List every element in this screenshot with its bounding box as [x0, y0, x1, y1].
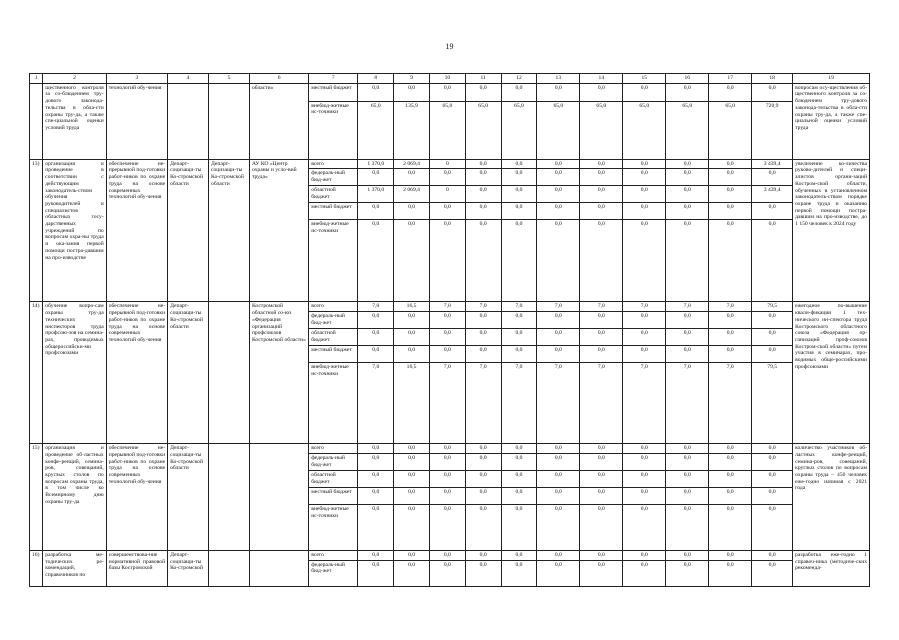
- funding-value-col-12: 0,0: [501, 346, 537, 363]
- funding-value-col-11: 0,0: [465, 444, 501, 454]
- column-header-6: 6: [249, 74, 308, 84]
- table-body: [30, 83, 870, 586]
- funding-value-col-15: 0,0: [623, 504, 666, 550]
- funding-value-col-17: 0,0: [709, 453, 752, 470]
- funding-value-col-14: 7,0: [580, 363, 623, 444]
- funding-value-col-10: 0,0: [429, 487, 465, 504]
- funding-value-col-14: 0,0: [580, 159, 623, 169]
- funding-value-col-15: 0,0: [623, 312, 666, 329]
- funding-value-col-17: 0,0: [709, 560, 752, 586]
- responsible-executor: Департ-социзащи-ты Ко-стромской области: [168, 444, 209, 551]
- funding-value-col-12: 7,0: [501, 302, 537, 312]
- funding-value-col-9: 135,9: [394, 101, 430, 159]
- participant: Костромской областной со-юз «Федерация организаций профсоюзов Костромской области»: [249, 302, 308, 444]
- funding-source: федераль-ный бюд-жет: [309, 169, 358, 186]
- expected-result: вопросам осу-ществления об-щественного контроля за со-блюдением тру-дового законода-тельства в обла-сти охраны тру-да, а также спе-циальной оценки условий труда: [793, 83, 870, 159]
- column-header-19: 19: [793, 74, 870, 84]
- funding-source: всего: [309, 550, 358, 560]
- funding-value-col-8: 0,0: [358, 329, 394, 346]
- funding-value-col-11: 0,0: [465, 203, 501, 220]
- funding-value-col-16: 0,0: [666, 346, 709, 363]
- event-task: обеспечение не-прерывной под-готовки работ-ников по охране труда на основе современных технологий обу-чения: [106, 302, 167, 444]
- funding-value-col-9: 2 069,4: [394, 159, 430, 169]
- funding-value-col-16: 0,0: [666, 550, 709, 560]
- funding-value-col-16: 0,0: [666, 444, 709, 454]
- funding-value-col-9: 0,0: [394, 220, 430, 302]
- funding-value-col-8: 0,0: [358, 453, 394, 470]
- funding-value-col-9: 0,0: [394, 346, 430, 363]
- funding-value-col-16: 0,0: [666, 220, 709, 302]
- funding-value-col-9: 16,5: [394, 302, 430, 312]
- funding-value-col-15: 0,0: [623, 346, 666, 363]
- funding-value-col-14: 0,0: [580, 169, 623, 186]
- table-row: [30, 550, 870, 560]
- funding-value-col-11: 0,0: [465, 169, 501, 186]
- funding-value-col-12: 0,0: [501, 560, 537, 586]
- funding-source: внебюд-жетные ис-точники: [309, 504, 358, 550]
- funding-value-col-14: 0,0: [580, 346, 623, 363]
- funding-value-col-10: 0,0: [429, 444, 465, 454]
- funding-value-col-16: 0,0: [666, 203, 709, 220]
- responsible-executor: [168, 83, 209, 159]
- column-header-16: 16: [666, 74, 709, 84]
- funding-value-col-12: 0,0: [501, 169, 537, 186]
- funding-value-col-11: 0,0: [465, 504, 501, 550]
- funding-value-col-18: 0,0: [752, 83, 793, 101]
- funding-value-col-14: 0,0: [580, 329, 623, 346]
- funding-value-col-18: 0,0: [752, 444, 793, 454]
- funding-value-col-11: 0,0: [465, 470, 501, 487]
- table-row: [30, 444, 870, 454]
- funding-value-col-9: 0,0: [394, 444, 430, 454]
- funding-source: всего: [309, 444, 358, 454]
- funding-value-col-9: 0,0: [394, 329, 430, 346]
- funding-value-col-9: 0,0: [394, 203, 430, 220]
- funding-value-col-18: 0,0: [752, 453, 793, 470]
- funding-source: областной бюджет: [309, 470, 358, 487]
- column-header-1: 1: [30, 74, 43, 84]
- funding-value-col-10: 0,0: [429, 220, 465, 302]
- funding-value-col-11: 65,0: [465, 101, 501, 159]
- funding-value-col-11: 0,0: [465, 453, 501, 470]
- funding-value-col-12: 7,0: [501, 363, 537, 444]
- event-name: обучение вопро-сам охраны тру-да технических инспекторов труда профсою-зов на семина-рах, проводимых общероссийски-ми профсоюзами: [43, 302, 106, 444]
- funding-value-col-12: 0,0: [501, 444, 537, 454]
- funding-value-col-15: 0,0: [623, 487, 666, 504]
- funding-value-col-12: 0,0: [501, 83, 537, 101]
- funding-value-col-17: 0,0: [709, 504, 752, 550]
- funding-value-col-11: 0,0: [465, 329, 501, 346]
- funding-value-col-13: 0,0: [537, 83, 580, 101]
- funding-value-col-14: 0,0: [580, 453, 623, 470]
- funding-value-col-13: 65,0: [537, 101, 580, 159]
- funding-value-col-13: 7,0: [537, 302, 580, 312]
- funding-value-col-15: 7,0: [623, 302, 666, 312]
- funding-value-col-11: 0,0: [465, 346, 501, 363]
- funding-value-col-9: 0,0: [394, 504, 430, 550]
- funding-value-col-9: 0,0: [394, 550, 430, 560]
- funding-value-col-10: 7,0: [429, 363, 465, 444]
- table-row: [30, 302, 870, 312]
- responsible-executor: Департ-социзащи-ты Ко-стромской области: [168, 302, 209, 444]
- funding-value-col-9: 0,0: [394, 169, 430, 186]
- funding-value-col-18: 0,0: [752, 504, 793, 550]
- funding-value-col-16: 0,0: [666, 83, 709, 101]
- funding-value-col-8: 0,0: [358, 169, 394, 186]
- table-row: [30, 159, 870, 169]
- funding-value-col-18: 0,0: [752, 487, 793, 504]
- column-header-17: 17: [709, 74, 752, 84]
- funding-value-col-10: 0,0: [429, 550, 465, 560]
- funding-value-col-13: 0,0: [537, 220, 580, 302]
- funding-value-col-8: 0,0: [358, 312, 394, 329]
- funding-value-col-8: 0,0: [358, 83, 394, 101]
- event-number: 16): [30, 550, 43, 586]
- funding-value-col-16: 0,0: [666, 487, 709, 504]
- funding-value-col-8: 0,0: [358, 560, 394, 586]
- event-task: технологий обу-чения: [106, 83, 167, 159]
- table-row: [30, 83, 870, 101]
- funding-value-col-13: 0,0: [537, 560, 580, 586]
- participant: области»: [249, 83, 308, 159]
- column-header-9: 9: [394, 74, 430, 84]
- event-task: обеспечение не-прерывной под-готовки работ-ников по охране труда на основе современных технологий обу-чения: [106, 444, 167, 551]
- event-name: щественного контроля за со-блюдением тру-дового законода-тельства в обла-сти охраны тру-да, а также спе-циальной оценки условий труда: [43, 83, 106, 159]
- co-executor: [209, 550, 250, 586]
- funding-value-col-15: 0,0: [623, 560, 666, 586]
- co-executor: [209, 444, 250, 551]
- funding-value-col-9: 0,0: [394, 487, 430, 504]
- event-number: 14): [30, 302, 43, 444]
- funding-value-col-9: 2 069,4: [394, 186, 430, 203]
- funding-value-col-12: 0,0: [501, 329, 537, 346]
- funding-value-col-10: 0,0: [429, 83, 465, 101]
- funding-value-col-10: 0,0: [429, 169, 465, 186]
- funding-value-col-13: 0,0: [537, 186, 580, 203]
- funding-source: местный бюджет: [309, 203, 358, 220]
- funding-value-col-10: 0: [429, 186, 465, 203]
- column-header-3: 3: [106, 74, 167, 84]
- funding-value-col-12: 65,0: [501, 101, 537, 159]
- funding-value-col-18: 3 439,4: [752, 186, 793, 203]
- funding-value-col-11: 0,0: [465, 186, 501, 203]
- funding-value-col-9: 0,0: [394, 470, 430, 487]
- funding-value-col-12: 0,0: [501, 159, 537, 169]
- funding-value-col-16: 0,0: [666, 560, 709, 586]
- event-name: разработка ме-тодических ре-комендаций, справочников по: [43, 550, 106, 586]
- column-header-7: 7: [309, 74, 358, 84]
- funding-value-col-8: 0,0: [358, 504, 394, 550]
- funding-value-col-18: 0,0: [752, 312, 793, 329]
- funding-value-col-10: 0,0: [429, 312, 465, 329]
- funding-value-col-18: 0,0: [752, 329, 793, 346]
- funding-value-col-14: 0,0: [580, 203, 623, 220]
- funding-value-col-8: 0,0: [358, 470, 394, 487]
- funding-source: всего: [309, 302, 358, 312]
- column-header-row: [30, 74, 870, 84]
- funding-value-col-15: 0,0: [623, 83, 666, 101]
- expected-result: увеличение ко-личества руково-дителей и специ-алистов органи-заций Костром-ской области, обученных в установленном законодатель-ством порядке охране труда и оказанию первой помощи постра-давшим на про-изводстве, до 1 150 человек к 2024 году: [793, 159, 870, 302]
- funding-value-col-15: 65,0: [623, 101, 666, 159]
- event-number: 15): [30, 444, 43, 551]
- funding-value-col-9: 0,0: [394, 453, 430, 470]
- funding-value-col-11: 7,0: [465, 363, 501, 444]
- expected-result: разработка еже-годно 1 справоч-ника (методиче-ских рекоменда-: [793, 550, 870, 586]
- funding-value-col-15: 0,0: [623, 470, 666, 487]
- funding-value-col-17: 0,0: [709, 312, 752, 329]
- funding-value-col-16: 0,0: [666, 169, 709, 186]
- funding-value-col-16: 0,0: [666, 186, 709, 203]
- funding-value-col-12: 0,0: [501, 470, 537, 487]
- funding-value-col-15: 0,0: [623, 550, 666, 560]
- event-number: [30, 83, 43, 159]
- funding-value-col-12: 0,0: [501, 203, 537, 220]
- column-header-13: 13: [537, 74, 580, 84]
- funding-value-col-8: 0,0: [358, 487, 394, 504]
- funding-value-col-12: 0,0: [501, 186, 537, 203]
- funding-value-col-8: 0,0: [358, 550, 394, 560]
- page-number: 19: [445, 42, 454, 51]
- funding-value-col-14: 0,0: [580, 220, 623, 302]
- funding-value-col-15: 0,0: [623, 159, 666, 169]
- funding-value-col-15: 0,0: [623, 186, 666, 203]
- funding-value-col-15: 0,0: [623, 453, 666, 470]
- funding-value-col-11: 0,0: [465, 560, 501, 586]
- funding-value-col-18: 0,0: [752, 220, 793, 302]
- funding-value-col-8: 7,0: [358, 363, 394, 444]
- funding-source: областной бюджет: [309, 329, 358, 346]
- funding-value-col-16: 0,0: [666, 329, 709, 346]
- funding-value-col-14: 0,0: [580, 470, 623, 487]
- funding-value-col-16: 0,0: [666, 453, 709, 470]
- funding-value-col-17: 0,0: [709, 444, 752, 454]
- funding-value-col-12: 0,0: [501, 220, 537, 302]
- funding-source: местный бюджет: [309, 487, 358, 504]
- funding-value-col-14: 0,0: [580, 186, 623, 203]
- participant: АУ КО «Центр охраны и усло-вий труда»: [249, 159, 308, 302]
- funding-value-col-9: 0,0: [394, 312, 430, 329]
- funding-value-col-14: 0,0: [580, 444, 623, 454]
- funding-value-col-18: 720,9: [752, 101, 793, 159]
- funding-value-col-15: 0,0: [623, 329, 666, 346]
- funding-value-col-13: 0,0: [537, 203, 580, 220]
- funding-value-col-10: 65,0: [429, 101, 465, 159]
- funding-value-col-17: 0,0: [709, 186, 752, 203]
- funding-value-col-17: 0,0: [709, 487, 752, 504]
- funding-value-col-18: 0,0: [752, 470, 793, 487]
- funding-value-col-17: 0,0: [709, 83, 752, 101]
- funding-source: местный бюджет: [309, 83, 358, 101]
- funding-value-col-11: 0,0: [465, 83, 501, 101]
- column-header-14: 14: [580, 74, 623, 84]
- funding-value-col-13: 0,0: [537, 487, 580, 504]
- funding-source: внебюд-жетные ис-точники: [309, 363, 358, 444]
- funding-value-col-10: 0,0: [429, 346, 465, 363]
- funding-value-col-8: 1 370,0: [358, 186, 394, 203]
- funding-value-col-14: 0,0: [580, 504, 623, 550]
- funding-value-col-13: 0,0: [537, 444, 580, 454]
- column-header-8: 8: [358, 74, 394, 84]
- funding-value-col-10: 7,0: [429, 302, 465, 312]
- event-task: совершенствова-ние нормативной правовой базы Костромской: [106, 550, 167, 586]
- responsible-executor: Департ-социзащи-ты Ко-стромской области: [168, 159, 209, 302]
- funding-value-col-16: 7,0: [666, 302, 709, 312]
- participant: [249, 550, 308, 586]
- funding-source: областной бюджет: [309, 186, 358, 203]
- funding-value-col-14: 0,0: [580, 560, 623, 586]
- funding-value-col-16: 0,0: [666, 470, 709, 487]
- funding-value-col-11: 0,0: [465, 220, 501, 302]
- responsible-executor: Департ-социзащи-ты Ко-стромской: [168, 550, 209, 586]
- funding-value-col-13: 0,0: [537, 453, 580, 470]
- funding-source: федераль-ный бюд-жет: [309, 453, 358, 470]
- funding-value-col-10: 0,0: [429, 504, 465, 550]
- funding-value-col-9: 0,0: [394, 83, 430, 101]
- funding-value-col-18: 0,0: [752, 560, 793, 586]
- column-header-11: 11: [465, 74, 501, 84]
- funding-value-col-13: 0,0: [537, 504, 580, 550]
- funding-value-col-16: 0,0: [666, 159, 709, 169]
- co-executor: Департ-социзащи-ты Ко-стромской области: [209, 159, 250, 302]
- funding-value-col-15: 0,0: [623, 203, 666, 220]
- funding-value-col-17: 0,0: [709, 346, 752, 363]
- funding-value-col-15: 0,0: [623, 444, 666, 454]
- funding-value-col-17: 0,0: [709, 470, 752, 487]
- funding-value-col-17: 0,0: [709, 203, 752, 220]
- co-executor: [209, 83, 250, 159]
- funding-value-col-8: 0,0: [358, 346, 394, 363]
- funding-value-col-14: 7,0: [580, 302, 623, 312]
- funding-value-col-18: 0,0: [752, 203, 793, 220]
- funding-value-col-11: 0,0: [465, 550, 501, 560]
- column-header-18: 18: [752, 74, 793, 84]
- funding-value-col-14: 0,0: [580, 312, 623, 329]
- funding-value-col-8: 0,0: [358, 203, 394, 220]
- funding-value-col-15: 0,0: [623, 220, 666, 302]
- funding-value-col-16: 7,0: [666, 363, 709, 444]
- funding-value-col-17: 7,0: [709, 302, 752, 312]
- funding-value-col-14: 0,0: [580, 550, 623, 560]
- funding-source: всего: [309, 159, 358, 169]
- funding-value-col-13: 0,0: [537, 550, 580, 560]
- funding-value-col-8: 7,0: [358, 302, 394, 312]
- funding-value-col-11: 7,0: [465, 302, 501, 312]
- event-task: обеспечение не-прерывной под-готовки работ-ников по охране труда на основе современных технологий обу-чения: [106, 159, 167, 302]
- column-header-4: 4: [168, 74, 209, 84]
- funding-value-col-12: 0,0: [501, 312, 537, 329]
- funding-value-col-17: 0,0: [709, 550, 752, 560]
- funding-value-col-10: 0,0: [429, 560, 465, 586]
- funding-value-col-13: 0,0: [537, 329, 580, 346]
- funding-value-col-18: 0,0: [752, 169, 793, 186]
- funding-value-col-18: 0,0: [752, 346, 793, 363]
- funding-value-col-14: 0,0: [580, 83, 623, 101]
- funding-value-col-18: 79,5: [752, 363, 793, 444]
- column-header-2: 2: [43, 74, 106, 84]
- column-header-10: 10: [429, 74, 465, 84]
- column-header-5: 5: [209, 74, 250, 84]
- funding-value-col-13: 0,0: [537, 169, 580, 186]
- funding-value-col-15: 0,0: [623, 169, 666, 186]
- funding-source: внебюд-жетные ис-точники: [309, 220, 358, 302]
- funding-value-col-14: 0,0: [580, 487, 623, 504]
- funding-value-col-8: 65,0: [358, 101, 394, 159]
- program-events-table: [29, 73, 870, 587]
- funding-value-col-9: 16,5: [394, 363, 430, 444]
- funding-value-col-8: 1 370,0: [358, 159, 394, 169]
- funding-value-col-17: 0,0: [709, 329, 752, 346]
- funding-value-col-18: 3 439,4: [752, 159, 793, 169]
- funding-value-col-13: 0,0: [537, 159, 580, 169]
- funding-value-col-13: 7,0: [537, 363, 580, 444]
- funding-value-col-18: 0,0: [752, 550, 793, 560]
- funding-value-col-12: 0,0: [501, 504, 537, 550]
- expected-result: количество участников об-ластных конфе-ренций, семина-ров, совещаний, круглых столов по вопросам охраны труда – 450 человек еже-годно начиная с 2021 года: [793, 444, 870, 551]
- column-header-12: 12: [501, 74, 537, 84]
- funding-value-col-8: 0,0: [358, 220, 394, 302]
- funding-value-col-11: 0,0: [465, 159, 501, 169]
- event-name: организация и проведение в соответствии с действующим законодатель-ством обучения руководителей и специалистов областных госу-дарственных учреждений по вопросам охра-ны труда и ока-зания первой помощи постра-давшим на про-изводстве: [43, 159, 106, 302]
- event-name: организация и проведение об-ластных конфе-ренций, семина-ров, совещаний, круглых столов по вопросам охраны труда, в том числе ко Всемирному дню охраны тру-да: [43, 444, 106, 551]
- funding-value-col-17: 7,0: [709, 363, 752, 444]
- funding-value-col-13: 0,0: [537, 312, 580, 329]
- funding-source: внебюд-жетные ис-точники: [309, 101, 358, 159]
- funding-value-col-10: 0,0: [429, 470, 465, 487]
- funding-value-col-10: 0: [429, 159, 465, 169]
- funding-value-col-18: 79,5: [752, 302, 793, 312]
- expected-result: ежегодное по-вышение квали-фикации 1 тех-нического ин-спектора труда Костромского областного союза «Федерация ор-ганизаций проф-союзов Костром-ской области» путем участия в семинарах, про-водимых обще-российскими профсоюзами: [793, 302, 870, 444]
- funding-source: местный бюджет: [309, 346, 358, 363]
- event-number: 13): [30, 159, 43, 302]
- funding-value-col-12: 0,0: [501, 550, 537, 560]
- funding-value-col-16: 0,0: [666, 312, 709, 329]
- funding-value-col-8: 0,0: [358, 444, 394, 454]
- funding-value-col-13: 0,0: [537, 470, 580, 487]
- funding-value-col-16: 65,0: [666, 101, 709, 159]
- funding-source: федераль-ный бюд-жет: [309, 560, 358, 586]
- funding-value-col-14: 65,0: [580, 101, 623, 159]
- funding-value-col-12: 0,0: [501, 487, 537, 504]
- funding-value-col-16: 0,0: [666, 504, 709, 550]
- funding-value-col-13: 0,0: [537, 346, 580, 363]
- funding-value-col-17: 0,0: [709, 159, 752, 169]
- funding-value-col-9: 0,0: [394, 560, 430, 586]
- funding-value-col-11: 0,0: [465, 487, 501, 504]
- funding-value-col-10: 0,0: [429, 329, 465, 346]
- funding-source: федераль-ный бюд-жет: [309, 312, 358, 329]
- funding-value-col-15: 7,0: [623, 363, 666, 444]
- funding-value-col-10: 0,0: [429, 203, 465, 220]
- participant: [249, 444, 308, 551]
- funding-value-col-11: 0,0: [465, 312, 501, 329]
- funding-value-col-17: 0,0: [709, 220, 752, 302]
- funding-value-col-12: 0,0: [501, 453, 537, 470]
- funding-value-col-10: 0,0: [429, 453, 465, 470]
- co-executor: [209, 302, 250, 444]
- funding-value-col-17: 65,0: [709, 101, 752, 159]
- funding-value-col-17: 0,0: [709, 169, 752, 186]
- column-header-15: 15: [623, 74, 666, 84]
